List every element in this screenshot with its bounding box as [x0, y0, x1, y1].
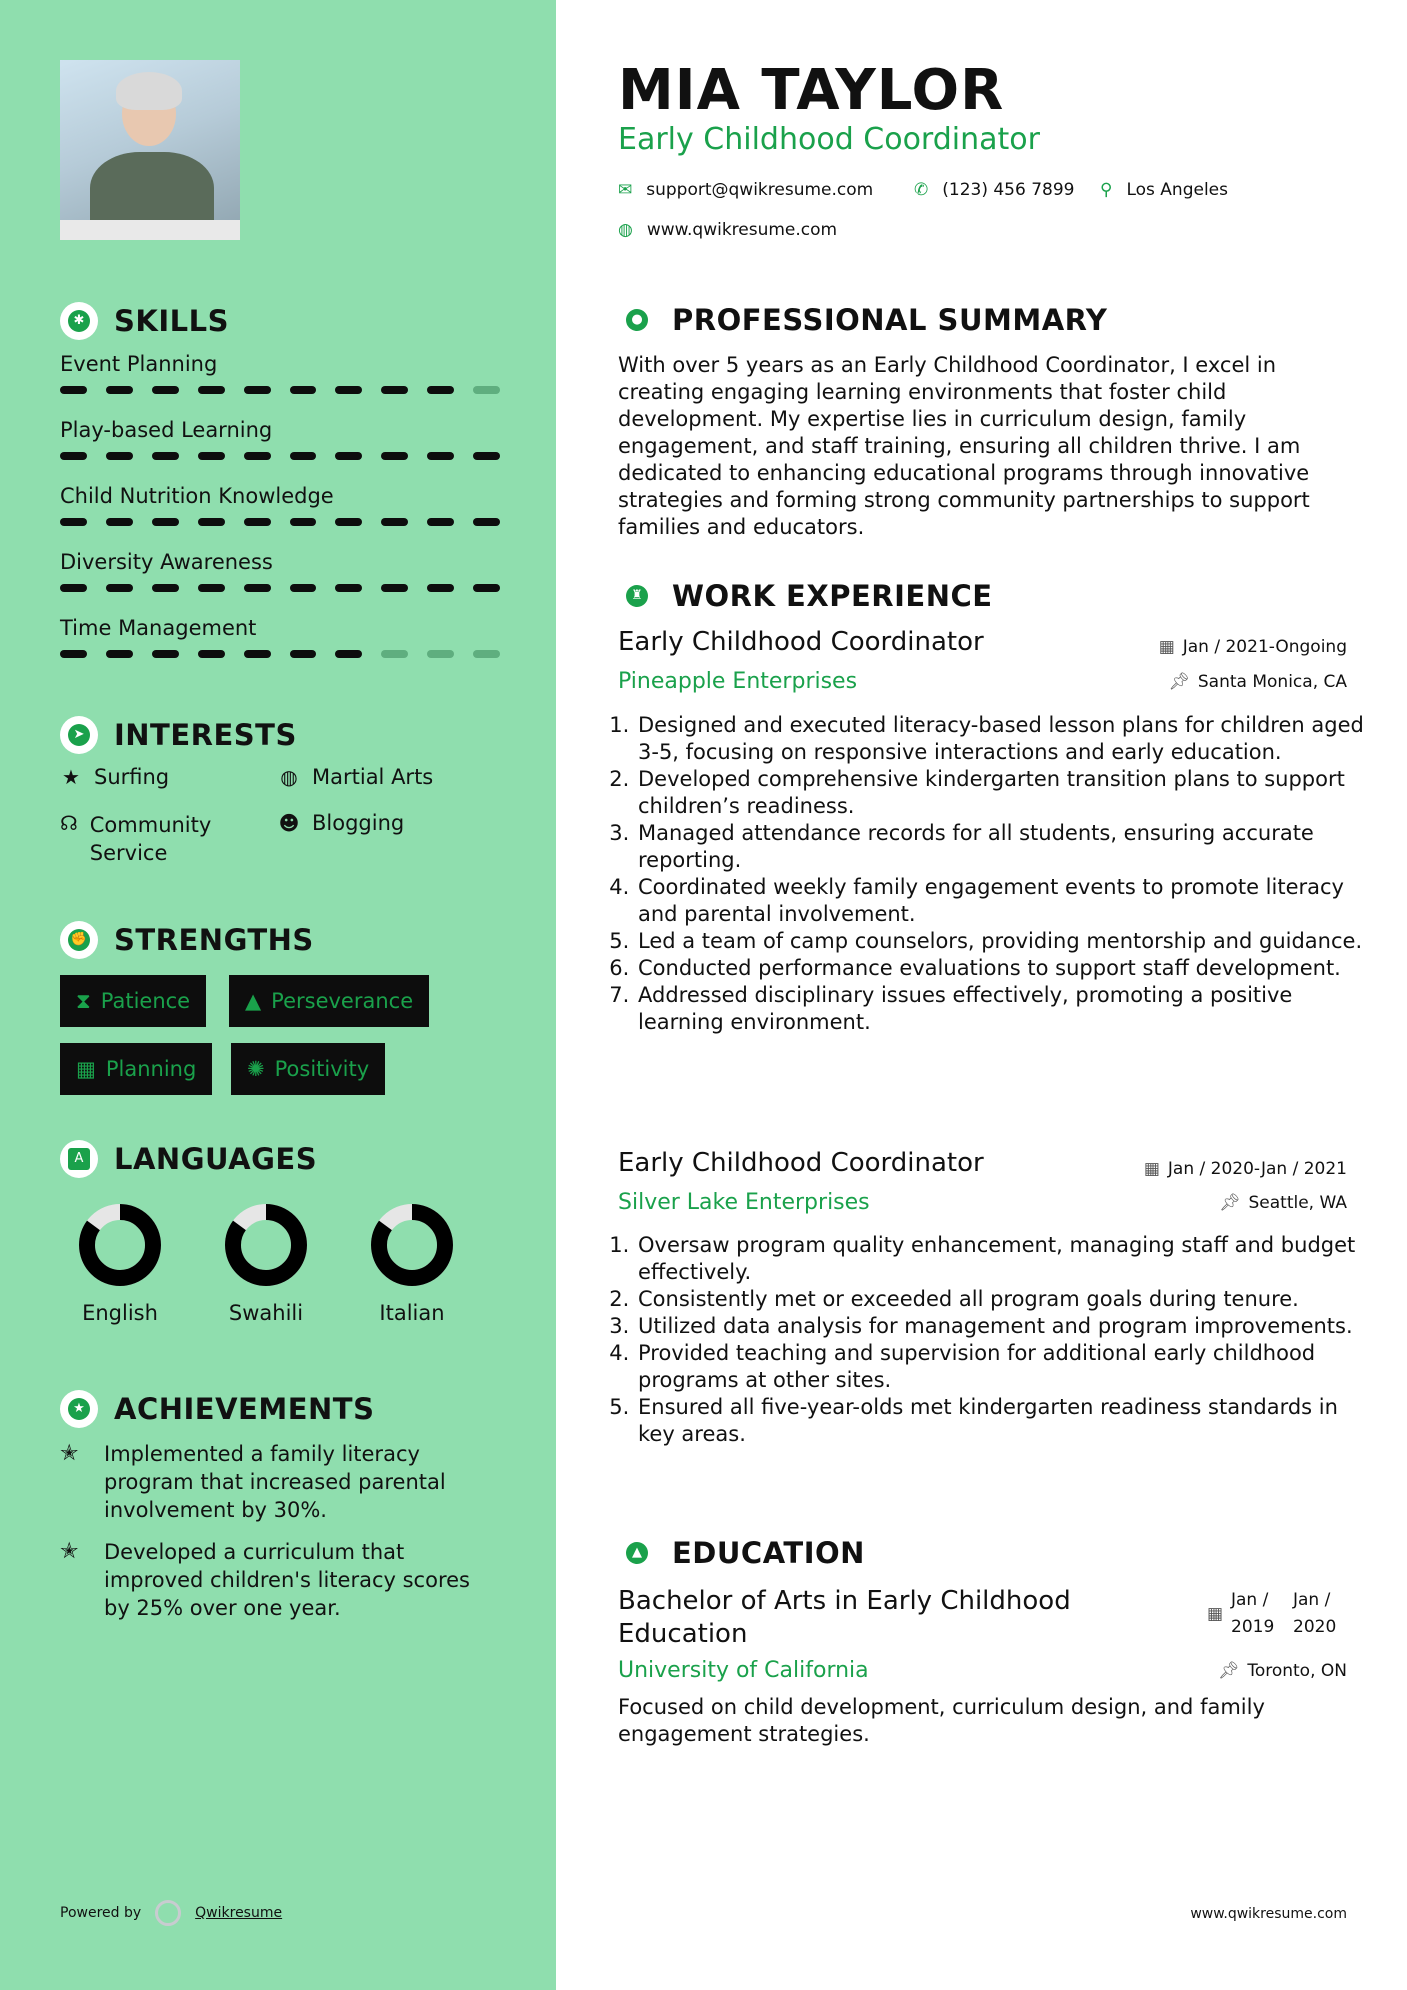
user-icon: ●	[618, 301, 656, 339]
languages-heading	[60, 1140, 317, 1178]
education-end-month: Jan /	[1293, 1590, 1331, 1610]
lightbulb-icon: ✱	[60, 302, 98, 340]
job-dates	[1159, 637, 1347, 657]
strength-tag	[60, 1043, 212, 1095]
achievement-item	[60, 1538, 500, 1622]
strengths-title: STRENGTHS	[114, 923, 314, 957]
summary-heading	[618, 301, 1107, 339]
contact-email	[618, 180, 873, 200]
calendar-icon: ▦	[1206, 1604, 1223, 1624]
skill-rating-dash	[60, 386, 87, 394]
skill-rating-dash	[473, 650, 500, 658]
contact-website	[618, 220, 837, 240]
qwikresume-logo-icon	[155, 1900, 181, 1926]
interests-title: INTERESTS	[114, 718, 297, 752]
paper-plane-icon: ➤	[60, 716, 98, 754]
skill-rating-dash	[335, 386, 362, 394]
star-icon: ★	[62, 765, 80, 789]
skill-rating-dash	[106, 386, 133, 394]
degree-line-1: Bachelor of Arts in Early Childhood	[618, 1586, 1071, 1616]
strength-label: Positivity	[274, 1057, 370, 1081]
achievements-title: ACHIEVEMENTS	[114, 1392, 375, 1426]
phone-text[interactable]: (123) 456 7899	[942, 180, 1075, 200]
language-level-donut	[78, 1203, 162, 1287]
strengths-heading	[60, 921, 314, 959]
language-name: Swahili	[228, 1301, 304, 1325]
skill-item	[60, 484, 500, 527]
skill-rating-dash	[381, 584, 408, 592]
job-bullet: 4. Provided teaching and supervision for additional early childhood programs at other sites.	[636, 1340, 1376, 1394]
education-end-year: 2020	[1293, 1617, 1337, 1637]
education-start-year: 2019	[1231, 1617, 1275, 1637]
experience-title: WORK EXPERIENCE	[672, 579, 993, 613]
skills-heading	[60, 302, 229, 340]
skill-rating-dash	[427, 386, 454, 394]
skill-rating-dash	[152, 650, 179, 658]
interest-item	[278, 811, 404, 835]
interest-item	[278, 765, 433, 789]
experience-heading	[618, 577, 993, 615]
job-dates	[1144, 1159, 1347, 1179]
job-bullet: 5. Ensured all five-year-olds met kindergarten readiness standards in key areas.	[636, 1394, 1376, 1448]
contact-location	[1100, 180, 1228, 200]
skill-rating-bar	[60, 386, 500, 395]
skill-rating-bar	[60, 650, 500, 659]
fist-icon: ✊	[60, 921, 98, 959]
education-school: University of California	[618, 1658, 869, 1683]
skill-rating-dash	[106, 452, 133, 460]
calendar-icon: ▦	[1143, 1159, 1160, 1179]
globe-icon: ◍	[618, 220, 633, 240]
skill-item	[60, 352, 500, 395]
skill-rating-dash	[152, 386, 179, 394]
job-bullet: 5. Led a team of camp counselors, providing mentorship and guidance.	[636, 928, 1376, 955]
education-start	[1231, 1587, 1285, 1641]
job-location	[1168, 672, 1347, 692]
education-location-text: Toronto, ON	[1247, 1661, 1347, 1681]
skill-rating-dash	[106, 650, 133, 658]
skill-rating-dash	[198, 452, 225, 460]
job-title: Early Childhood Coordinator	[618, 627, 984, 657]
education-title: EDUCATION	[672, 1536, 865, 1570]
achievement-text: Developed a curriculum that improved children's literacy scores by 25% over one year.	[104, 1540, 470, 1620]
skill-rating-dash	[198, 584, 225, 592]
summary-text: With over 5 years as an Early Childhood Coordinator, I excel in creating engaging learning environments that foster child development. My expertise lies in curriculum design, family engagement, and staff training, ensuring all children thrive. I am dedicated to enhancing educational programs through innovative strategies and forming strong community partnerships to support families and educators.	[618, 353, 1310, 539]
job-bullets	[618, 712, 1376, 1036]
skill-rating-dash	[427, 650, 454, 658]
skill-rating-dash	[427, 518, 454, 526]
interest-label: Surfing	[94, 765, 170, 789]
achievement-text: Implemented a family literacy program that increased parental involvement by 30%.	[104, 1442, 446, 1522]
skill-name: Child Nutrition Knowledge	[60, 484, 334, 508]
skill-rating-dash	[244, 584, 271, 592]
strength-tag	[229, 975, 429, 1027]
job-title: Early Childhood Coordinator	[618, 1148, 984, 1178]
skill-rating-dash	[152, 518, 179, 526]
skill-rating-dash	[244, 518, 271, 526]
skill-name: Play-based Learning	[60, 418, 273, 442]
language-item	[352, 1203, 472, 1325]
language-name: Italian	[379, 1301, 445, 1325]
degree-line-2: Education	[618, 1619, 748, 1649]
profile-photo	[60, 60, 240, 240]
skill-rating-dash	[60, 452, 87, 460]
language-icon: A	[60, 1140, 98, 1178]
skill-rating-dash	[427, 452, 454, 460]
calendar-icon: ▦	[76, 1057, 96, 1081]
education-text: Focused on child development, curriculum design, and family engagement strategies.	[618, 1695, 1265, 1746]
envelope-icon: ✉	[618, 180, 633, 200]
job-bullet: 4. Coordinated weekly family engagement events to promote literacy and parental involvement.	[636, 874, 1376, 928]
skill-rating-dash	[198, 650, 225, 658]
strength-label: Planning	[105, 1057, 197, 1081]
sun-icon: ✺	[247, 1057, 265, 1081]
powered-by-label: Powered by	[60, 1905, 142, 1921]
interest-label: Community Service	[89, 813, 212, 865]
skill-rating-dash	[381, 386, 408, 394]
email-text[interactable]: support@qwikresume.com	[646, 180, 874, 200]
handshake-icon: ☊	[60, 811, 78, 835]
pin-icon: 📌︎	[1168, 672, 1190, 692]
language-name: English	[82, 1301, 158, 1325]
summary-title: PROFESSIONAL SUMMARY	[672, 303, 1108, 337]
job-bullet: 3. Managed attendance records for all students, ensuring accurate reporting.	[636, 820, 1376, 874]
job-location-text: Santa Monica, CA	[1197, 672, 1347, 692]
star-badge-icon: ✭	[60, 1441, 79, 1466]
language-level-donut	[224, 1203, 308, 1287]
skill-rating-dash	[290, 650, 317, 658]
skills-title: SKILLS	[114, 304, 229, 338]
strength-label: Patience	[100, 989, 191, 1013]
skill-rating-dash	[152, 452, 179, 460]
job-bullet: 6. Conducted performance evaluations to support staff development.	[636, 955, 1376, 982]
skill-rating-dash	[473, 452, 500, 460]
skill-rating-dash	[290, 584, 317, 592]
job-bullets	[618, 1232, 1376, 1448]
pin-icon: 📌︎	[1217, 1661, 1240, 1681]
job-bullet: 3. Utilized data analysis for management and program improvements.	[636, 1313, 1376, 1340]
graduate-icon: ▲	[618, 1534, 656, 1572]
skill-rating-dash	[473, 386, 500, 394]
job-dates-text: Jan / 2020-Jan / 2021	[1167, 1159, 1347, 1179]
footer-website[interactable]: www.qwikresume.com	[1190, 1906, 1347, 1922]
powered-by	[60, 1900, 282, 1926]
skill-rating-dash	[381, 650, 408, 658]
job-bullet: 1. Oversaw program quality enhancement, managing staff and budget effectively.	[636, 1232, 1376, 1286]
contact-phone	[914, 180, 1074, 200]
skill-rating-dash	[106, 584, 133, 592]
job-dates-text: Jan / 2021-Ongoing	[1182, 637, 1347, 657]
skill-name: Event Planning	[60, 352, 218, 376]
job-company: Silver Lake Enterprises	[618, 1190, 870, 1215]
education-heading	[618, 1534, 865, 1572]
location-text: Los Angeles	[1126, 180, 1228, 200]
skill-rating-dash	[473, 518, 500, 526]
mountain-icon: ▲	[245, 989, 262, 1013]
skill-rating-dash	[60, 650, 87, 658]
skill-rating-dash	[244, 386, 271, 394]
globe-icon: ◍	[280, 765, 298, 789]
skill-rating-bar	[60, 584, 500, 593]
interest-item	[60, 811, 250, 867]
interest-label: Blogging	[312, 811, 405, 835]
strength-label: Perseverance	[271, 989, 414, 1013]
degree-title	[618, 1585, 1071, 1651]
skill-item	[60, 550, 500, 593]
skill-rating-dash	[427, 584, 454, 592]
job-bullet: 2. Consistently met or exceeded all program goals during tenure.	[636, 1286, 1376, 1313]
job-bullet: 7. Addressed disciplinary issues effectively, promoting a positive learning environment.	[636, 982, 1376, 1036]
skill-name: Diversity Awareness	[60, 550, 273, 574]
achievements-heading	[60, 1390, 374, 1428]
qwikresume-link[interactable]: Qwikresume	[195, 1905, 283, 1921]
skill-rating-dash	[335, 452, 362, 460]
skill-rating-dash	[244, 650, 271, 658]
hourglass-icon: ⧗	[76, 988, 91, 1013]
skill-rating-dash	[335, 584, 362, 592]
skill-item	[60, 418, 500, 461]
job-bullet: 1. Designed and executed literacy-based lesson plans for children aged 3-5, focusing on responsive interactions and early education.	[636, 712, 1376, 766]
strength-tag	[231, 1043, 385, 1095]
skill-rating-bar	[60, 452, 500, 461]
skill-item	[60, 616, 500, 659]
interest-label: Martial Arts	[312, 765, 434, 789]
skill-rating-dash	[335, 650, 362, 658]
job-bullet: 2. Developed comprehensive kindergarten transition plans to support children’s readiness.	[636, 766, 1376, 820]
skill-rating-dash	[473, 584, 500, 592]
star-badge-icon: ✭	[60, 1539, 79, 1564]
education-location	[1218, 1661, 1347, 1681]
skill-rating-dash	[106, 518, 133, 526]
language-level-donut	[370, 1203, 454, 1287]
languages-title: LANGUAGES	[114, 1142, 318, 1176]
interests-heading	[60, 716, 297, 754]
website-text[interactable]: www.qwikresume.com	[646, 220, 838, 240]
calendar-icon: ▦	[1158, 637, 1175, 657]
skill-rating-dash	[198, 518, 225, 526]
skill-rating-dash	[381, 518, 408, 526]
language-item	[60, 1203, 180, 1325]
skill-rating-dash	[244, 452, 271, 460]
job-location	[1219, 1193, 1347, 1213]
sidebar	[0, 0, 556, 1990]
skill-rating-dash	[60, 518, 87, 526]
skill-rating-dash	[290, 452, 317, 460]
skill-name: Time Management	[60, 616, 257, 640]
job-location-text: Seattle, WA	[1248, 1193, 1347, 1213]
job-company: Pineapple Enterprises	[618, 669, 858, 694]
skill-rating-dash	[152, 584, 179, 592]
language-item	[206, 1203, 326, 1325]
skill-rating-dash	[290, 518, 317, 526]
map-pin-icon: ⚲	[1100, 180, 1113, 200]
skill-rating-dash	[335, 518, 362, 526]
strength-tag	[60, 975, 206, 1027]
education-dates	[1207, 1587, 1347, 1641]
skill-rating-bar	[60, 518, 500, 527]
education-start-month: Jan /	[1231, 1590, 1269, 1610]
skill-rating-dash	[60, 584, 87, 592]
podium-icon: ♜	[618, 577, 656, 615]
education-end	[1293, 1587, 1347, 1641]
users-icon: ☻	[278, 811, 300, 835]
achievement-item	[60, 1440, 500, 1524]
pin-icon: 📌︎	[1218, 1193, 1241, 1213]
interest-item	[60, 765, 169, 789]
candidate-name: MIA TAYLOR	[618, 58, 1005, 123]
skill-rating-dash	[198, 386, 225, 394]
skill-rating-dash	[381, 452, 408, 460]
candidate-role: Early Childhood Coordinator	[618, 122, 1040, 157]
skill-rating-dash	[290, 386, 317, 394]
phone-icon: ✆	[914, 180, 929, 200]
award-star-icon: ★	[60, 1390, 98, 1428]
